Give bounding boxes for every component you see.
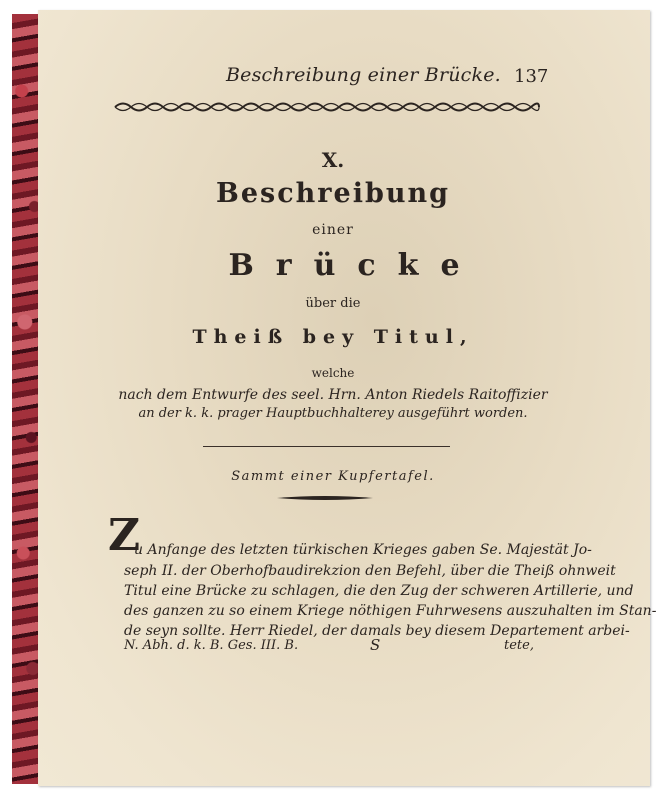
title-line-einer: einer [312,222,354,238]
catchword: tete, [504,638,534,653]
signature-mark: S [370,636,381,654]
body-line-1: u Anfange des letzten türkischen Krieges gaben Se. Majestät Jo- [134,542,592,558]
section-divider [203,446,450,447]
chapter-number: X. [321,148,345,172]
body-line-2: seph II. der Oberhofbaudirekzion den Befehl, über die Theiß ohnweit [124,563,616,579]
signature-line: N. Abh. d. k. B. Ges. III. B. [124,638,299,653]
flourish-ornament [275,494,375,502]
author-line-2: an der k. k. prager Hauptbuchhalterey ausgeführt worden. [138,406,528,421]
running-title: Beschreibung einer Brücke. [226,64,501,86]
title-line-welche: welche [311,366,355,380]
title-line-ueber-die: über die [305,296,361,311]
title-line-beschreibung: Beschreibung [216,178,450,209]
body-line-3: Titul eine Brücke zu schlagen, die den Zug der schweren Artillerie, und [124,583,634,599]
title-line-bruecke: Brücke [228,248,482,283]
body-line-4: des ganzen zu so einem Kriege nöthigen Fuhrwesens auszuhalten im Stan- [124,603,657,619]
drop-cap: Z [108,510,141,561]
plate-note: Sammt einer Kupfertafel. [231,469,435,484]
author-line-1: nach dem Entwurfe des seel. Hrn. Anton Riedels Raitoffizier [118,387,548,403]
body-line-5: de seyn sollte. Herr Riedel, der damals bey diesem Departement arbei- [124,623,630,639]
title-line-place: Theiß bey Titul, [192,326,474,348]
header-ornament-rule [113,100,541,114]
page-number: 137 [514,66,549,87]
